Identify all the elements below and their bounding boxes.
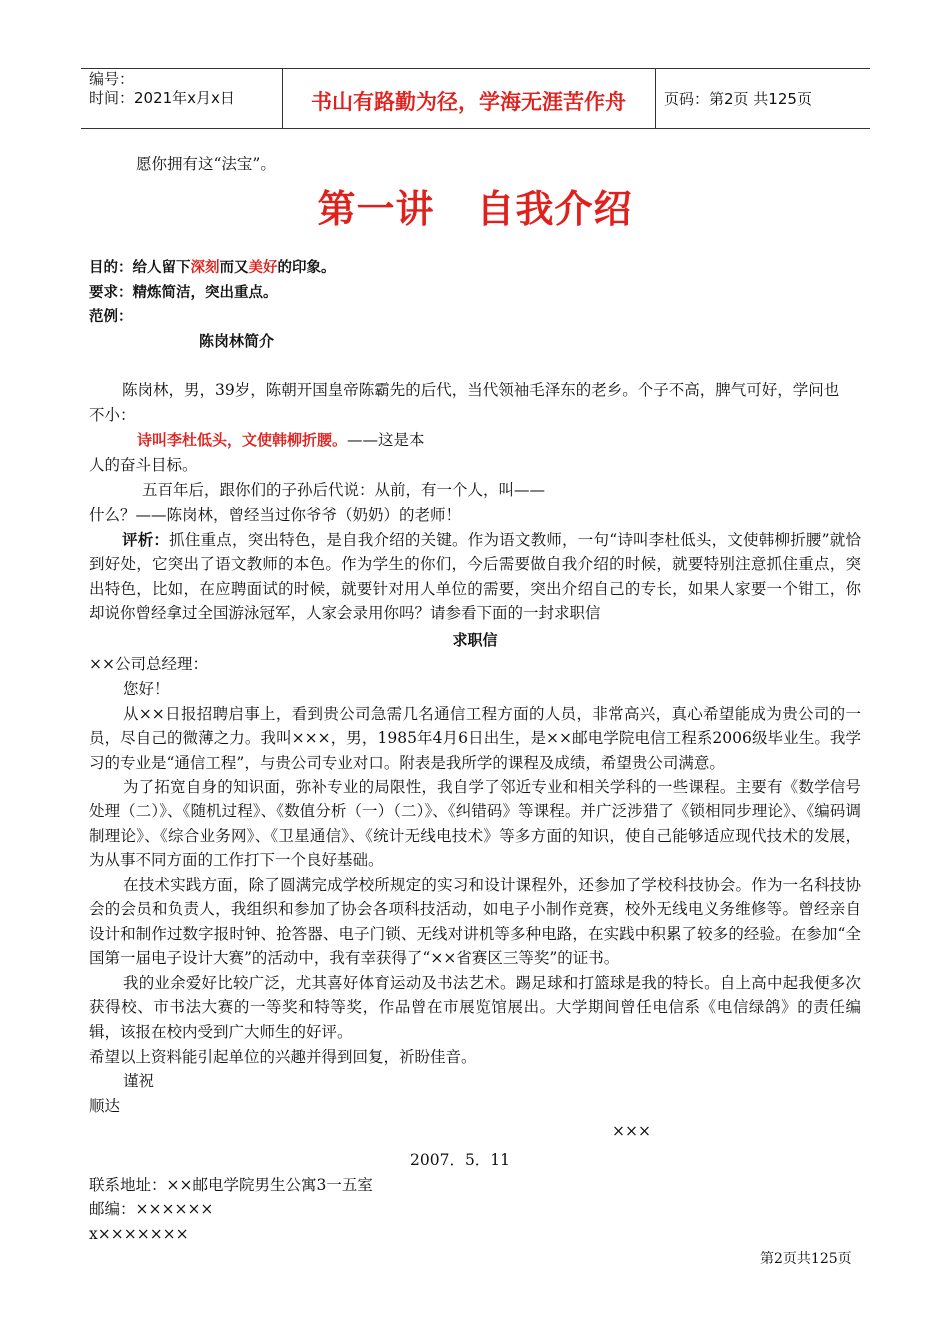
purpose-mid: 而又 — [219, 260, 249, 276]
sample-line-2: 不小： — [89, 406, 136, 424]
intro-line: 愿你拥有这“法宝”。 — [136, 155, 276, 173]
lecture-number: 第一讲 — [317, 187, 435, 231]
purpose-highlight-2: 美好 — [248, 260, 278, 276]
header-number-label: 编号： — [89, 70, 135, 88]
sample-title: 陈岗林简介 — [199, 332, 275, 350]
letter-paragraph-1: 从××日报招聘启事上，看到贵公司急需几名通信工程方面的人员，非常高兴，真心希望能成为贵公司的一员，尽自己的微薄之力。我叫×××，男，1985年4月6日出生，是××邮电学院电信工程系2006级毕业生。我学习的专业是“通信工程”，与贵公司专业对口。附表是我所学的课程及成绩，希望贵公司满意。 — [89, 705, 861, 772]
header-page-info: 页码：第2页 共125页 — [664, 90, 812, 108]
letter-closing: 希望以上资料能引起单位的兴趣并得到回复，祈盼佳音。 — [89, 1048, 477, 1066]
sample-line-4: 人的奋斗目标。 — [89, 456, 198, 474]
letter-signature: ××× — [612, 1122, 651, 1140]
sample-poem: 诗叫李杜低头，文使韩柳折腰。 — [137, 431, 348, 449]
header-divider-right — [655, 68, 656, 129]
header-top-border — [81, 68, 870, 69]
letter-regards: 谨祝 — [123, 1072, 155, 1090]
letter-title: 求职信 — [452, 631, 498, 649]
letter-paragraph-3: 在技术实践方面，除了圆满完成学校所规定的实习和设计课程外，还参加了学校科技协会。作为一名科技协会的会员和负责人，我组织和参加了协会各项科技活动，如电子小制作竞赛，校外无线电义务维修等。曾经亲自设计和制作过数字报时钟、抢答器、电子门锁、无线对讲机等多种电路，在实践中积累了较多的经验。在参加“全国第一届电子设计大赛”的活动中，我有幸获得了“××省赛区三等奖”的证书。 — [89, 876, 861, 968]
header-meta — [89, 70, 235, 108]
sample-poem-line — [137, 428, 425, 452]
letter-phone: x××××××× — [89, 1225, 189, 1243]
purpose-highlight-1: 深刻 — [190, 260, 220, 276]
header-bottom-border — [81, 128, 870, 129]
comment-label: 评析： — [122, 530, 170, 549]
sample-line-6: 什么？——陈岗林，曾经当过你爷爷（奶奶）的老师！ — [89, 506, 462, 524]
letter-date: 2007．5．11 — [410, 1151, 511, 1169]
comment-text: 抓住重点，突出特色，是自我介绍的关键。作为语文教师，一句“诗叫李杜低头，文使韩柳折腰”就恰到好处，它突出了语文教师的本色。作为学生的你们，今后需要做自我介绍的时候，就要特别注意抓住重点，突出特色，比如，在应聘面试的时候，就要针对用人单位的需要，突出介绍自己的专长，如果人家要一个钳工，你却说你曾经拿过全国游泳冠军，人家会录用你吗？请参看下面的一封求职信 — [89, 531, 861, 623]
purpose-line — [89, 256, 336, 280]
lecture-title — [0, 178, 950, 233]
sample-poem-tail: ——这是本 — [347, 431, 425, 449]
example-label: 范例： — [89, 309, 133, 325]
requirement-line: 要求：精炼简洁，突出重点。 — [89, 285, 278, 301]
letter-wish: 顺达 — [89, 1097, 121, 1115]
letter-postcode: 邮编：×××××× — [89, 1200, 214, 1218]
header-time: 时间：2021年x月x日 — [89, 89, 235, 107]
lecture-topic: 自我介绍 — [476, 187, 633, 231]
letter-salutation: ××公司总经理： — [89, 655, 208, 673]
letter-address: 联系地址：××邮电学院男生公寓3一五室 — [89, 1176, 373, 1194]
comment-paragraph — [89, 528, 861, 626]
letter-paragraph-2: 为了拓宽自身的知识面，弥补专业的局限性，我自学了邻近专业和相关学科的一些课程。主要有《数学信号处理（二）》、《随机过程》、《数值分析（一）（二）》、《纠错码》等课程。并广泛涉猎了《锁相同步理论》、《编码调制理论》、《综合业务网》、《卫星通信》、《统计无线电技术》等多方面的知识，使自己能够适应现代技术的发展，为从事不同方面的工作打下一个良好基础。 — [89, 778, 861, 870]
sample-line-1: 陈岗林，男，39岁，陈朝开国皇帝陈霸先的后代，当代领袖毛泽东的老乡。个子不高，脾气可好，学问也 — [122, 381, 840, 399]
purpose-suffix: 的印象。 — [277, 260, 336, 276]
purpose-prefix: 目的：给人留下 — [89, 260, 191, 276]
sample-line-5: 五百年后，跟你们的子孙后代说：从前，有一个人，叫—— — [142, 481, 546, 499]
footer-page-number: 第2页共125页 — [760, 1251, 852, 1267]
letter-paragraph-4: 我的业余爱好比较广泛，尤其喜好体育运动及书法艺术。踢足球和打篮球是我的特长。自上高中起我便多次获得校、市书法大赛的一等奖和特等奖，作品曾在市展览馆展出。大学期间曾任电信系《电信绿鸽》的责任编辑，该报在校内受到广大师生的好评。 — [89, 974, 861, 1041]
header-motto: 书山有路勤为径，学海无涯苦作舟 — [311, 90, 626, 114]
letter-greeting: 您好！ — [123, 680, 170, 698]
